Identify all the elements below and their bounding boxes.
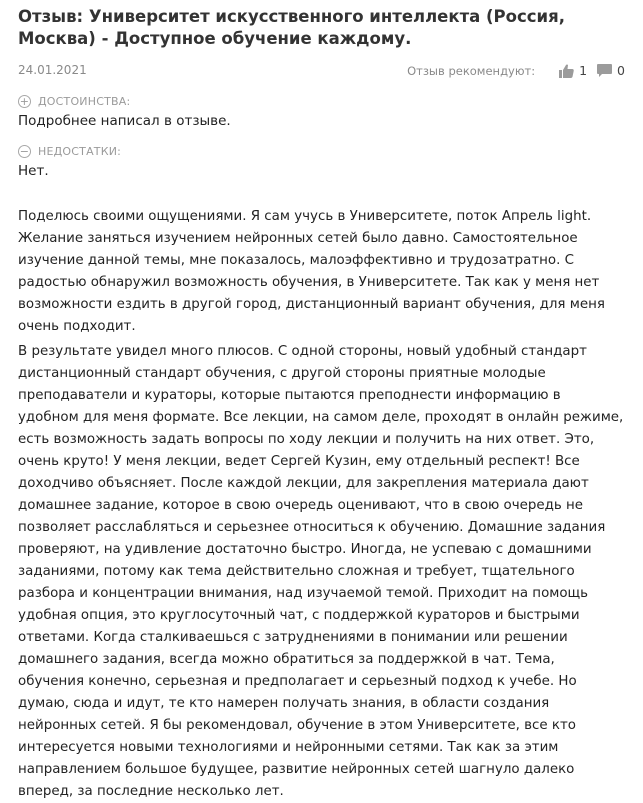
plus-circle-icon: + <box>19 94 30 108</box>
like-button[interactable] <box>559 63 587 78</box>
review-paragraph: Поделюсь своими ощущениями. Я сам учусь в Университете, поток Апрель light. Желание заняться изучением нейронных сетей было давно. Самостоятельное изучение данной темы, мне показалось, малоэффективно и трудозатратно. С радостью обнаружил возможность обучения, в Университете. Так как у меня нет возможности ездить в другой город, дистанционный вариант обучения, для меня очень подходит. <box>18 209 605 334</box>
pros-label: ДОСТОИНСТВА: <box>38 94 131 108</box>
comment-button[interactable] <box>597 63 625 78</box>
cons-header <box>18 143 625 159</box>
review-body <box>18 206 625 803</box>
like-count: 1 <box>579 63 588 78</box>
review-title: Отзыв: Университет искусственного интеллекта (Россия, Москва) - Доступное обучение каждому. <box>18 7 565 48</box>
minus-circle-icon: − <box>19 144 30 158</box>
thumbs-up-icon <box>559 64 574 78</box>
comment-icon <box>597 64 612 78</box>
recommend-label: Отзыв рекомендуют: <box>407 63 536 78</box>
review-date: 24.01.2021 <box>18 63 87 77</box>
pros-header <box>18 93 625 109</box>
cons-text: Нет. <box>18 163 49 179</box>
pros-text: Подробнее написал в отзыве. <box>18 113 231 129</box>
recommend-block <box>407 63 625 78</box>
comment-count: 0 <box>617 63 625 78</box>
review-paragraph: В результате увидел много плюсов. С одной стороны, новый удобный стандарт дистанционный стандарт обучения, с другой стороны приятные молодые преподаватели и кураторы, которые пытаются преподнести информацию в удобном для меня формате. Все лекции, на самом деле, проходят в онлайн режиме, есть возможность задать вопросы по ходу лекции и получить на них ответ. Это, очень круто! У меня лекции, ведет Сергей Кузин, ему отдельный респект! Все доходчиво объясняет. После каждой лекции, для закрепления материала дают домашнее задание, которое в свою очередь оценивают, что в свою очередь не позволяет расслабляться и серьезнее относиться к обучению. Домашние задания проверяют, на удивление достаточно быстро. Иногда, не успеваю с домашними заданиями, потому как тема действительно сложная и требует, тщательного разбора и концентрации внимания, над изучаемой темой. Приходит на помощь удобная опция, это круглосуточный чат, с поддержкой кураторов и быстрыми ответами. Когда сталкиваешься с затруднениями в понимании или решении домашнего задания, всегда можно обратиться за поддержкой в чат. Тема, обучения конечно, серьезная и предполагает и серьезный подход к учебе. Но думаю, сюда и идут, те кто намерен получать знания, в области создания нейронных сетей. Я бы рекомендовал, обучение в этом Университете, все кто интересуется новыми технологиями и нейронными сетями. Так как за этим направлением большое будущее, развитие нейронных сетей шагнуло далеко вперед, за последние несколько лет. <box>18 344 624 799</box>
review-meta <box>18 59 625 79</box>
cons-label: НЕДОСТАТКИ: <box>38 144 122 158</box>
